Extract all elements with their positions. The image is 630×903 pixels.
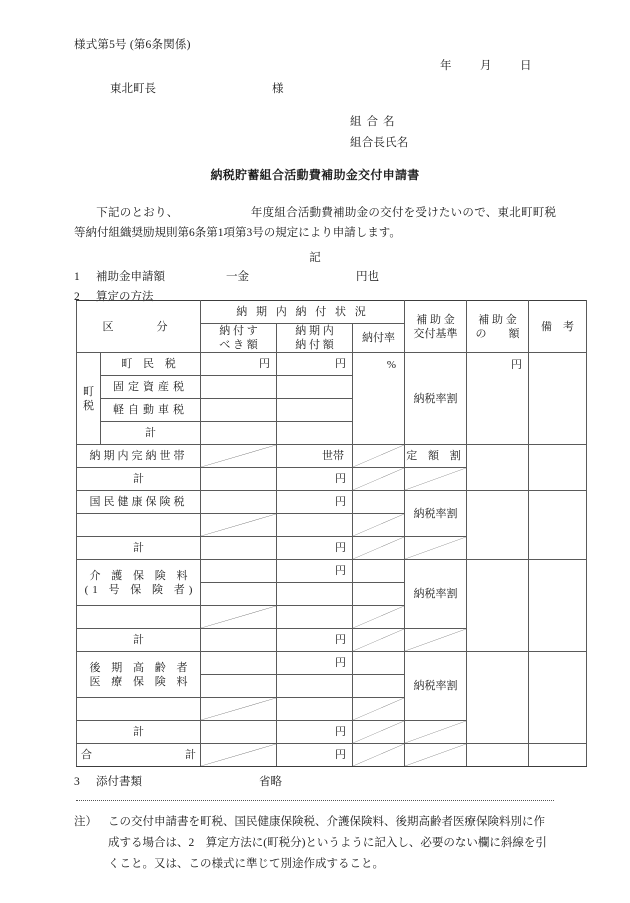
diagonal-strike-icon xyxy=(353,629,404,651)
row-label-kannou-setai: 納期内完納世帯 xyxy=(77,445,201,468)
cell-payment-rate[interactable] xyxy=(353,537,405,560)
cell-remarks[interactable] xyxy=(529,652,587,744)
header-remarks: 備 考 xyxy=(529,301,587,353)
header-subsidy-amount: 補 助 金 の 額 xyxy=(467,301,529,353)
cell-paid-in-term[interactable] xyxy=(277,399,353,422)
date-line xyxy=(440,57,532,73)
addressee-honorific: 様 xyxy=(272,83,284,95)
cell-should-pay[interactable] xyxy=(201,445,277,468)
item-attachments xyxy=(74,773,282,789)
date-day-label: 日 xyxy=(520,60,532,72)
item-subsidy-amount xyxy=(74,268,379,284)
diagonal-strike-icon xyxy=(201,514,276,536)
body-line2: 付組織奨励規則第6条第1項第3号の規定により申請します。 xyxy=(97,227,401,239)
table-total-row xyxy=(77,744,587,767)
cell-remarks[interactable] xyxy=(529,353,587,445)
diagonal-strike-icon xyxy=(405,744,466,766)
row-label-subtotal: 計 xyxy=(77,537,201,560)
cell-paid-in-term[interactable]: 円 xyxy=(277,468,353,491)
total-label-left: 合 xyxy=(81,749,92,761)
cell-should-pay[interactable] xyxy=(201,583,277,606)
row-label-blank xyxy=(77,698,201,721)
diagonal-strike-icon xyxy=(353,537,404,559)
header-kubun: 区 分 xyxy=(77,301,201,353)
cell-payment-rate[interactable] xyxy=(353,698,405,721)
item1-label: 補助金申請額 xyxy=(96,271,165,283)
cell-subsidy-amount[interactable] xyxy=(467,744,529,767)
cell-subsidy-standard[interactable] xyxy=(405,629,467,652)
cell-paid-in-term[interactable]: 円 xyxy=(277,537,353,560)
row-label-total xyxy=(77,744,201,767)
cell-subsidy-standard: 納税率割 xyxy=(405,353,467,445)
date-year-label: 年 xyxy=(440,60,452,72)
item3-label: 添付書類 xyxy=(96,776,142,788)
item1-ikkin: 一金 xyxy=(226,271,249,283)
date-month-label: 月 xyxy=(480,60,492,72)
table-row xyxy=(77,652,587,675)
row-label-subtotal: 計 xyxy=(77,721,201,744)
diagonal-strike-icon xyxy=(353,468,404,490)
note-line-3: くこと。又は、この様式に準じて別途作成すること。 xyxy=(108,858,384,870)
cell-remarks[interactable] xyxy=(529,744,587,767)
diagonal-strike-icon xyxy=(353,445,404,467)
row-label-kokuho: 国民健康保険税 xyxy=(77,491,201,514)
row-label-blank xyxy=(77,606,201,629)
cell-paid-in-term[interactable]: 円 xyxy=(277,491,353,514)
cell-subsidy-standard[interactable] xyxy=(405,744,467,767)
cell-should-pay[interactable] xyxy=(201,537,277,560)
cell-paid-in-term[interactable] xyxy=(277,422,353,445)
cell-paid-in-term[interactable] xyxy=(277,675,353,698)
cell-payment-rate[interactable] xyxy=(353,744,405,767)
cell-paid-in-term[interactable]: 世帯 xyxy=(277,445,353,468)
cell-should-pay[interactable] xyxy=(201,422,277,445)
cell-should-pay[interactable] xyxy=(201,468,277,491)
cell-payment-rate[interactable] xyxy=(353,652,405,675)
row-label-kaigo: 介 護 保 険 料 (1 号 保 険 者) xyxy=(77,560,201,606)
cell-subsidy-amount[interactable] xyxy=(467,491,529,560)
cell-should-pay[interactable] xyxy=(201,629,277,652)
cell-subsidy-standard[interactable] xyxy=(405,537,467,560)
table-header-row-1 xyxy=(77,301,587,324)
cell-subsidy-standard: 納税率割 xyxy=(405,491,467,537)
footer-note xyxy=(74,812,558,875)
note-text xyxy=(108,812,558,875)
cell-payment-rate[interactable] xyxy=(353,445,405,468)
row-label-koteishisanzei: 固定資産税 xyxy=(101,376,201,399)
cell-paid-in-term[interactable] xyxy=(277,606,353,629)
cell-subsidy-standard: 納税率割 xyxy=(405,652,467,721)
cell-subsidy-standard: 定 額 割 xyxy=(405,445,467,468)
cell-paid-in-term[interactable] xyxy=(277,514,353,537)
cell-payment-rate[interactable] xyxy=(353,514,405,537)
cell-paid-in-term[interactable] xyxy=(277,376,353,399)
cell-payment-rate[interactable] xyxy=(353,675,405,698)
cell-paid-in-term[interactable]: 円 xyxy=(277,629,353,652)
cell-paid-in-term[interactable]: 円 xyxy=(277,560,353,583)
diagonal-strike-icon xyxy=(201,606,276,628)
diagonal-strike-icon xyxy=(405,629,466,651)
cell-payment-rate[interactable]: % xyxy=(353,353,405,445)
diagonal-strike-icon xyxy=(353,721,404,743)
cell-subsidy-standard[interactable] xyxy=(405,468,467,491)
cell-payment-rate[interactable] xyxy=(353,721,405,744)
cell-subsidy-standard: 納税率割 xyxy=(405,560,467,629)
cell-paid-in-term[interactable] xyxy=(277,698,353,721)
diagonal-strike-icon xyxy=(201,698,276,720)
cell-subsidy-amount[interactable]: 円 xyxy=(467,353,529,445)
note-line-2: 成する場合は、2 算定方法に(町税分)というように記入し、必要のない欄に斜線を引 xyxy=(108,837,547,849)
cell-should-pay[interactable] xyxy=(201,675,277,698)
total-label-right: 計 xyxy=(185,749,196,761)
header-paid-in-term: 納 期 内 納 付 額 xyxy=(277,324,353,353)
document-title: 納税貯蓄組合活動費補助金交付申請書 xyxy=(210,168,420,182)
addressee: 東北町長 xyxy=(110,83,156,95)
cell-should-pay[interactable]: 円 xyxy=(201,353,277,376)
cell-payment-rate[interactable] xyxy=(353,560,405,583)
dotted-separator xyxy=(76,800,554,801)
cell-payment-rate[interactable] xyxy=(353,606,405,629)
header-payment-rate: 納付率 xyxy=(353,324,405,353)
table-row xyxy=(77,353,587,376)
table-row xyxy=(77,560,587,583)
row-label-kouki: 後 期 高 齢 者 医 療 保 険 料 xyxy=(77,652,201,698)
cell-paid-in-term[interactable]: 円 xyxy=(277,721,353,744)
diagonal-strike-icon xyxy=(405,721,466,743)
cell-should-pay[interactable] xyxy=(201,606,277,629)
cell-subsidy-amount[interactable] xyxy=(467,445,529,491)
cell-payment-rate[interactable] xyxy=(353,468,405,491)
item2-label: 算定の方法 xyxy=(96,291,154,303)
item1-unit: 円也 xyxy=(356,271,379,283)
diagonal-strike-icon xyxy=(405,537,466,559)
cell-payment-rate[interactable] xyxy=(353,491,405,514)
cell-paid-in-term[interactable]: 円 xyxy=(277,353,353,376)
row-label-subtotal: 計 xyxy=(77,629,201,652)
row-label-subtotal: 計 xyxy=(101,422,201,445)
item3-value: 省略 xyxy=(259,776,282,788)
diagonal-strike-icon xyxy=(201,744,276,766)
header-should-pay: 納 付 す べ き 額 xyxy=(201,324,277,353)
ki-marker: 記 xyxy=(309,252,321,264)
association-name-label: 組合名 xyxy=(350,116,400,128)
cell-remarks[interactable] xyxy=(529,445,587,491)
diagonal-strike-icon xyxy=(405,468,466,490)
cell-subsidy-standard[interactable] xyxy=(405,721,467,744)
calculation-table xyxy=(76,300,587,767)
body-paragraph xyxy=(74,203,556,243)
header-payment-status: 納 期 内 納 付 状 況 xyxy=(201,301,405,324)
diagonal-strike-icon xyxy=(201,445,276,467)
body-line1-a: 下記のとおり、 xyxy=(96,207,179,219)
cell-subsidy-amount[interactable] xyxy=(467,560,529,652)
cell-remarks[interactable] xyxy=(529,491,587,560)
table-row xyxy=(77,491,587,514)
cell-paid-in-term[interactable]: 円 xyxy=(277,652,353,675)
cell-payment-rate[interactable] xyxy=(353,583,405,606)
cell-should-pay[interactable] xyxy=(201,399,277,422)
row-label-kejidoshazei: 軽自動車税 xyxy=(101,399,201,422)
item2-number: 2 xyxy=(74,291,80,303)
cell-should-pay[interactable] xyxy=(201,744,277,767)
row-label-subtotal: 計 xyxy=(77,468,201,491)
group-label-choze: 町 税 xyxy=(77,353,101,445)
diagonal-strike-icon xyxy=(353,606,404,628)
diagonal-strike-icon xyxy=(353,514,404,536)
cell-should-pay[interactable] xyxy=(201,698,277,721)
item3-number: 3 xyxy=(74,776,80,788)
cell-paid-in-term[interactable] xyxy=(277,583,353,606)
note-marker: 注） xyxy=(74,816,97,828)
cell-should-pay[interactable] xyxy=(201,652,277,675)
cell-should-pay[interactable] xyxy=(201,491,277,514)
body-line1-b: 年度組合活動費補助金の交付を受けたいので、東北町町税等納 xyxy=(74,207,556,239)
row-label-chominzei: 町 民 税 xyxy=(101,353,201,376)
cell-should-pay[interactable] xyxy=(201,560,277,583)
row-label-blank xyxy=(77,514,201,537)
cell-subsidy-amount[interactable] xyxy=(467,652,529,744)
table-row xyxy=(77,445,587,468)
note-line-1: この交付申請書を町税、国民健康保険税、介護保険料、後期高齢者医療保険料別に作 xyxy=(108,816,545,828)
cell-remarks[interactable] xyxy=(529,560,587,652)
cell-paid-in-term[interactable]: 円 xyxy=(277,744,353,767)
cell-should-pay[interactable] xyxy=(201,514,277,537)
cell-should-pay[interactable] xyxy=(201,721,277,744)
diagonal-strike-icon xyxy=(353,698,404,720)
diagonal-strike-icon xyxy=(353,744,404,766)
cell-should-pay[interactable] xyxy=(201,376,277,399)
header-subsidy-standard: 補 助 金 交付基準 xyxy=(405,301,467,353)
association-head-label: 組合長氏名 xyxy=(350,137,409,149)
cell-payment-rate[interactable] xyxy=(353,629,405,652)
form-number: 様式第5号 (第6条関係) xyxy=(74,39,191,51)
item1-number: 1 xyxy=(74,271,80,283)
